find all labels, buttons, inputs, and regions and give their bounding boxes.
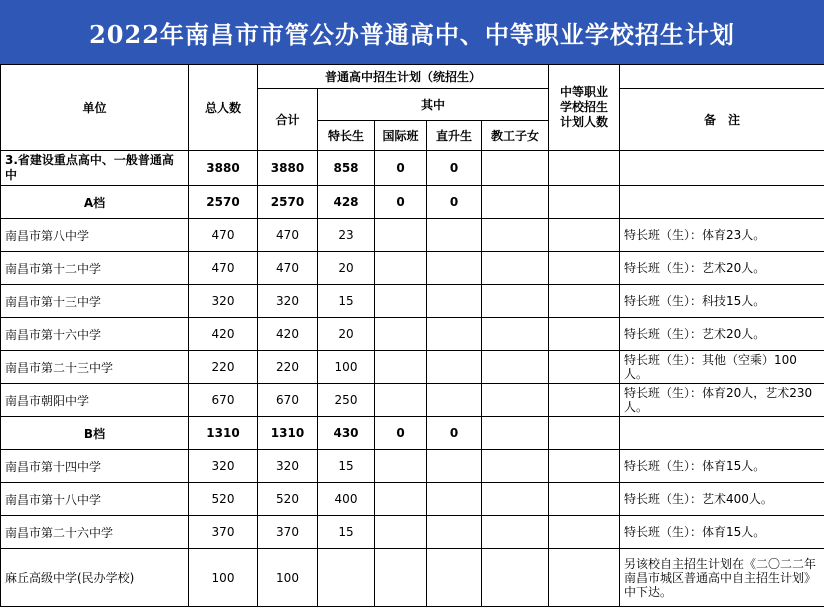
row-total: 100: [189, 549, 258, 607]
row-name: 南昌市第十三中学: [1, 285, 189, 318]
row-total: 1310: [189, 417, 258, 450]
table-row: [1, 252, 824, 285]
row-total: 320: [189, 450, 258, 483]
row-note: 特长班（生）：体育15人。: [620, 450, 824, 483]
row-name: 麻丘高级中学(民办学校): [1, 549, 189, 607]
row-special: 20: [318, 252, 375, 285]
row-subtotal: 520: [258, 483, 318, 516]
row-total: 670: [189, 384, 258, 417]
row-special: 15: [318, 516, 375, 549]
row-intl: [375, 384, 427, 417]
row-staff: [482, 450, 549, 483]
row-direct: [427, 351, 482, 384]
header-intl: 国际班: [375, 121, 427, 151]
row-subtotal: 1310: [258, 417, 318, 450]
header-total: 总人数: [189, 65, 258, 151]
row-name: 南昌市第二十六中学: [1, 516, 189, 549]
row-name: 南昌市第十六中学: [1, 318, 189, 351]
row-staff: [482, 351, 549, 384]
row-name: A档: [1, 186, 189, 219]
row-vocational: [549, 384, 620, 417]
row-direct: [427, 219, 482, 252]
row-subtotal: 220: [258, 351, 318, 384]
header-blank: [620, 65, 824, 89]
row-vocational: [549, 318, 620, 351]
row-note: 特长班（生）：艺术400人。: [620, 483, 824, 516]
row-vocational: [549, 450, 620, 483]
row-total: 2570: [189, 186, 258, 219]
header-vocational: 中等职业学校招生计划人数: [549, 65, 620, 151]
row-name: 南昌市第十二中学: [1, 252, 189, 285]
row-subtotal: 370: [258, 516, 318, 549]
row-vocational: [549, 151, 620, 186]
row-subtotal: 470: [258, 219, 318, 252]
row-intl: [375, 219, 427, 252]
row-staff: [482, 252, 549, 285]
row-intl: [375, 285, 427, 318]
table-row: [1, 516, 824, 549]
row-name: 南昌市第八中学: [1, 219, 189, 252]
table-row: [1, 450, 824, 483]
row-note: 另该校自主招生计划在《二〇二二年南昌市城区普通高中自主招生计划》中下达。: [620, 549, 824, 607]
row-name: B档: [1, 417, 189, 450]
row-special: 100: [318, 351, 375, 384]
row-direct: [427, 549, 482, 607]
row-vocational: [549, 417, 620, 450]
row-direct: [427, 384, 482, 417]
row-direct: [427, 318, 482, 351]
row-direct: 0: [427, 417, 482, 450]
row-staff: [482, 516, 549, 549]
row-subtotal: 670: [258, 384, 318, 417]
row-note: [620, 151, 824, 186]
row-vocational: [549, 219, 620, 252]
row-direct: [427, 450, 482, 483]
row-direct: [427, 285, 482, 318]
table-row: [1, 285, 824, 318]
header-special: 特长生: [318, 121, 375, 151]
row-total: 470: [189, 252, 258, 285]
row-staff: [482, 318, 549, 351]
row-staff: [482, 549, 549, 607]
row-vocational: [549, 252, 620, 285]
row-special: 20: [318, 318, 375, 351]
row-note: 特长班（生）：科技15人。: [620, 285, 824, 318]
enrollment-plan-table: [0, 64, 824, 607]
row-special: [318, 549, 375, 607]
table-row: [1, 417, 824, 450]
table-row: [1, 384, 824, 417]
row-staff: [482, 483, 549, 516]
row-intl: 0: [375, 151, 427, 186]
row-subtotal: 320: [258, 285, 318, 318]
table-row: [1, 318, 824, 351]
row-name: 南昌市第十四中学: [1, 450, 189, 483]
row-note: 特长班（生）：体育20人，艺术230人。: [620, 384, 824, 417]
row-staff: [482, 417, 549, 450]
row-vocational: [549, 549, 620, 607]
row-staff: [482, 384, 549, 417]
table-row: [1, 351, 824, 384]
row-total: 320: [189, 285, 258, 318]
row-special: 428: [318, 186, 375, 219]
row-total: 470: [189, 219, 258, 252]
row-special: 23: [318, 219, 375, 252]
header-unit: 单位: [1, 65, 189, 151]
row-total: 3880: [189, 151, 258, 186]
row-intl: [375, 252, 427, 285]
row-name: 南昌市第二十三中学: [1, 351, 189, 384]
table-row: [1, 151, 824, 186]
table-row: [1, 219, 824, 252]
row-direct: [427, 483, 482, 516]
row-name: 3.省建设重点高中、一般普通高中: [1, 151, 189, 186]
row-total: 220: [189, 351, 258, 384]
page-title: 2022年南昌市市管公办普通高中、中等职业学校招生计划: [0, 0, 824, 64]
row-vocational: [549, 483, 620, 516]
row-note: 特长班（生）：艺术20人。: [620, 252, 824, 285]
row-direct: 0: [427, 151, 482, 186]
row-total: 370: [189, 516, 258, 549]
header-subtotal: 合计: [258, 89, 318, 151]
row-note: [620, 186, 824, 219]
row-subtotal: 100: [258, 549, 318, 607]
header-staff: 教工子女: [482, 121, 549, 151]
row-intl: [375, 516, 427, 549]
row-vocational: [549, 351, 620, 384]
row-intl: [375, 549, 427, 607]
row-subtotal: 420: [258, 318, 318, 351]
row-intl: [375, 450, 427, 483]
table-row: [1, 549, 824, 607]
row-intl: [375, 318, 427, 351]
row-direct: 0: [427, 186, 482, 219]
row-staff: [482, 186, 549, 219]
row-name: 南昌市第十八中学: [1, 483, 189, 516]
row-intl: [375, 351, 427, 384]
header-plan: 普通高中招生计划（统招生）: [258, 65, 549, 89]
header-of-which: 其中: [318, 89, 549, 121]
row-total: 520: [189, 483, 258, 516]
row-note: 特长班（生）：艺术20人。: [620, 318, 824, 351]
row-vocational: [549, 516, 620, 549]
row-direct: [427, 516, 482, 549]
row-special: 15: [318, 285, 375, 318]
table-row: [1, 186, 824, 219]
row-special: 15: [318, 450, 375, 483]
row-staff: [482, 285, 549, 318]
row-special: 400: [318, 483, 375, 516]
row-intl: 0: [375, 417, 427, 450]
row-special: 858: [318, 151, 375, 186]
header-direct: 直升生: [427, 121, 482, 151]
row-subtotal: 2570: [258, 186, 318, 219]
header-remark: 备 注: [620, 89, 824, 151]
row-staff: [482, 219, 549, 252]
row-direct: [427, 252, 482, 285]
row-vocational: [549, 186, 620, 219]
row-staff: [482, 151, 549, 186]
row-subtotal: 320: [258, 450, 318, 483]
row-note: [620, 417, 824, 450]
row-subtotal: 3880: [258, 151, 318, 186]
row-vocational: [549, 285, 620, 318]
row-total: 420: [189, 318, 258, 351]
row-name: 南昌市朝阳中学: [1, 384, 189, 417]
table-row: [1, 483, 824, 516]
row-subtotal: 470: [258, 252, 318, 285]
row-special: 430: [318, 417, 375, 450]
row-note: 特长班（生）：其他（空乘）100人。: [620, 351, 824, 384]
row-special: 250: [318, 384, 375, 417]
row-note: 特长班（生）：体育23人。: [620, 219, 824, 252]
row-note: 特长班（生）：体育15人。: [620, 516, 824, 549]
row-intl: [375, 483, 427, 516]
row-intl: 0: [375, 186, 427, 219]
